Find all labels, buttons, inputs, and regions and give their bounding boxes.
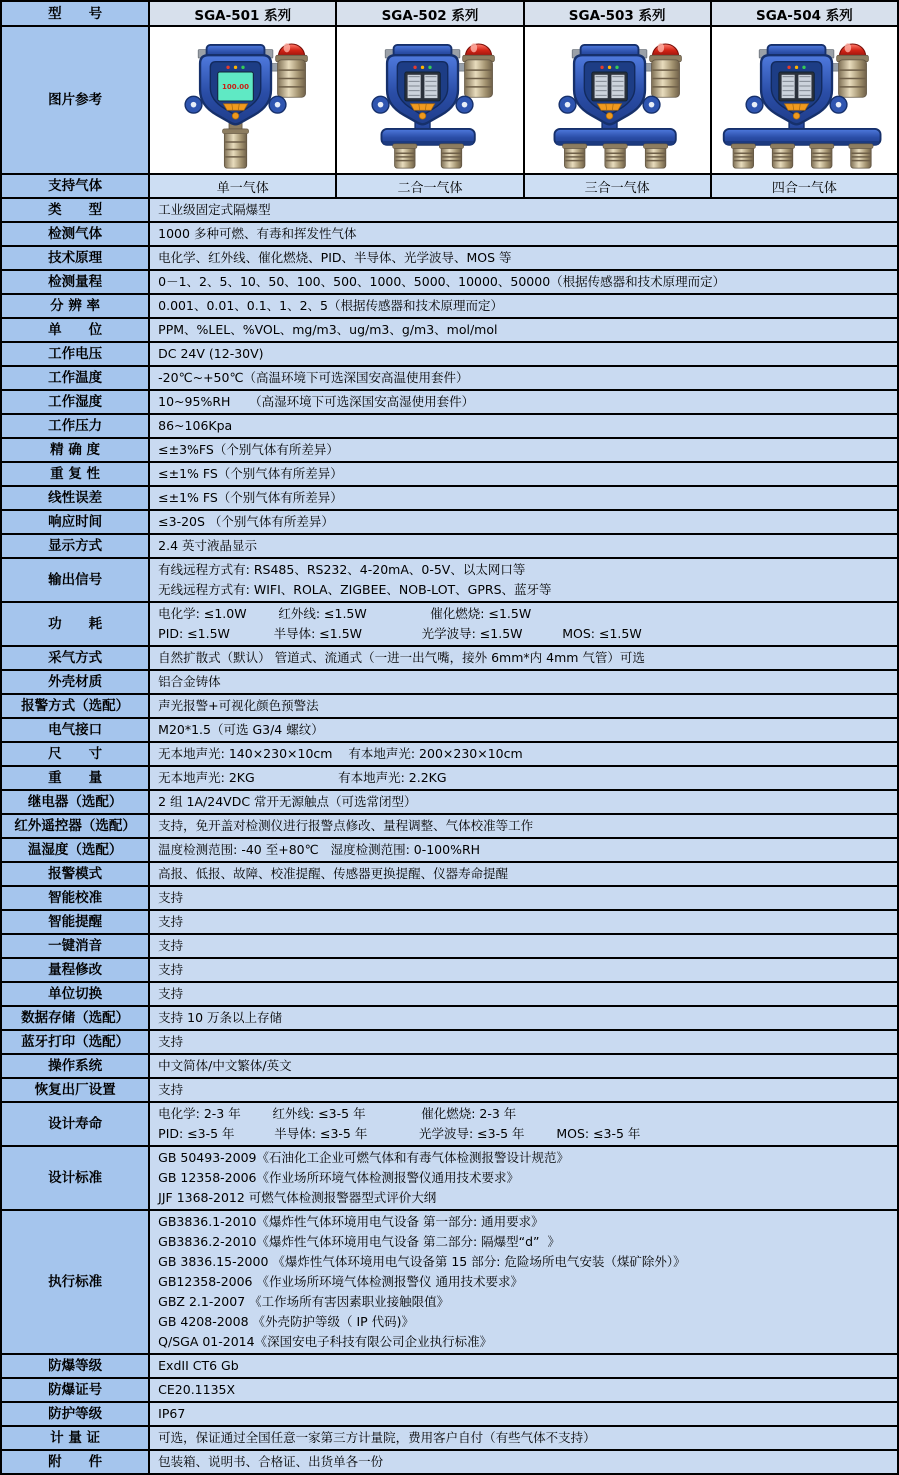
device-cell-sga-502 [336,26,523,174]
value-line: 无本地声光: 140×230×10cm 有本地声光: 200×230×10cm [158,746,523,761]
value-line: CE20.1135X [158,1382,236,1397]
row-value-work-pressure [149,414,898,438]
row-label-weight: 重 量 [1,766,149,790]
spec-row-design-standard [1,1146,898,1210]
value-line: 声光报警+可视化颜色预警法 [158,698,319,713]
spec-row-one-key-mute [1,934,898,958]
row-value-temp-humidity-optional [149,838,898,862]
row-value-relay-optional [149,790,898,814]
value-line: 86~106Kpa [158,418,233,433]
row-value-smart-calibration [149,886,898,910]
row-value-accuracy [149,438,898,462]
row-value-display [149,534,898,558]
value-line: GB 12358-2006《作业场所环境气体检测报警仪通用技术要求》 [158,1170,519,1185]
value-line: 支持，免开盖对检测仪进行报警点修改、量程调整、气体校准等工作 [158,818,534,833]
value-line: 可选，保证通过全国任意一家第三方计量院，费用客户自付（有些气体不支持） [158,1430,596,1445]
value-line: 中文简体/中文繁体/英文 [158,1058,292,1073]
row-value-tech-principle [149,246,898,270]
spec-row-detect-gas [1,222,898,246]
model-name-1: SGA-501 系列 [149,1,336,26]
value-line: 电化学: ≤1.0W 红外线: ≤1.5W 催化燃烧: ≤1.5W [158,606,532,621]
row-label-accessories: 附 件 [1,1450,149,1474]
spec-row-sampling [1,646,898,670]
spec-row-execution-standard [1,1210,898,1354]
row-label-type: 类 型 [1,198,149,222]
row-label-electrical-interface: 电气接口 [1,718,149,742]
spec-row-alarm-method-optional [1,694,898,718]
value-line: 自然扩散式（默认） 管道式、流通式（一进一出气嘴，接外 6mm*内 4mm 气管）可选 [158,650,645,665]
row-label-relay-optional: 继电器（选配） [1,790,149,814]
row-label-accuracy: 精 确 度 [1,438,149,462]
value-line: GB3836.1-2010《爆炸性气体环境用电气设备 第一部分: 通用要求》 [158,1214,544,1229]
value-line: DC 24V (12-30V) [158,346,264,361]
row-label-output-signal: 输出信号 [1,558,149,602]
value-line: 工业级固定式隔爆型 [158,202,271,217]
row-label-work-humidity: 工作湿度 [1,390,149,414]
row-value-one-key-mute [149,934,898,958]
row-label-one-key-mute: 一键消音 [1,934,149,958]
model-name-4: SGA-504 系列 [711,1,898,26]
row-label-alarm-method-optional: 报警方式（选配） [1,694,149,718]
value-line: PID: ≤3-5 年 半导体: ≤3-5 年 光学波导: ≤3-5 年 MOS: ≤3-5 年 [158,1126,641,1141]
value-line: -20℃~+50℃（高温环境下可选深国安高温使用套件） [158,370,469,385]
value-line: GB 50493-2009《石油化工企业可燃气体和有毒气体检测报警设计规范》 [158,1150,569,1165]
row-label-voltage: 工作电压 [1,342,149,366]
value-line: 铝合金铸体 [158,674,221,689]
spec-row-bluetooth-print-optional [1,1030,898,1054]
device-cell-sga-503 [524,26,711,174]
value-line: IP67 [158,1406,186,1421]
spec-row-weight [1,766,898,790]
spec-row-data-storage-optional [1,1006,898,1030]
value-line: M20*1.5（可选 G3/4 螺纹） [158,722,324,737]
value-line: 2.4 英寸液晶显示 [158,538,258,553]
spec-row-explosion-class [1,1354,898,1378]
row-label-range-modify: 量程修改 [1,958,149,982]
row-value-explosion-cert [149,1378,898,1402]
row-value-protection-class [149,1402,898,1426]
value-line: ≤3-20S （个别气体有所差异） [158,514,334,529]
row-label-unit: 单 位 [1,318,149,342]
row-value-resolution [149,294,898,318]
row-label-dimensions: 尺 寸 [1,742,149,766]
spec-row-unit-switch [1,982,898,1006]
spec-row-metrology-cert [1,1426,898,1450]
supported-gas-value-2: 二合一气体 [336,174,523,198]
supported-gas-row [1,174,898,198]
row-label-explosion-cert: 防爆证号 [1,1378,149,1402]
spec-row-electrical-interface [1,718,898,742]
row-value-electrical-interface [149,718,898,742]
value-line: 支持 [158,1034,184,1049]
row-value-smart-reminder [149,910,898,934]
value-line: GBZ 2.1-2007 《工作场所有害因素职业接触限值》 [158,1294,450,1309]
value-line: 支持 [158,962,184,977]
spec-row-voltage [1,342,898,366]
supported-gas-value-1: 单一气体 [149,174,336,198]
row-value-alarm-modes [149,862,898,886]
row-label-explosion-class: 防爆等级 [1,1354,149,1378]
row-label-bluetooth-print-optional: 蓝牙打印（选配） [1,1030,149,1054]
row-value-accessories [149,1450,898,1474]
row-value-output-signal [149,558,898,602]
value-line: 支持 [158,986,184,1001]
row-label-supported-gas: 支持气体 [1,174,149,198]
row-label-repeatability: 重 复 性 [1,462,149,486]
row-value-ir-remote-optional [149,814,898,838]
row-value-data-storage-optional [149,1006,898,1030]
value-line: 无本地声光: 2KG 有本地声光: 2.2KG [158,770,447,785]
spec-row-smart-reminder [1,910,898,934]
model-header-row [1,1,898,26]
spec-row-factory-reset [1,1078,898,1102]
spec-row-accessories [1,1450,898,1474]
row-label-design-life: 设计寿命 [1,1102,149,1146]
model-name-3: SGA-503 系列 [524,1,711,26]
row-label-protection-class: 防护等级 [1,1402,149,1426]
value-line: ≤±1% FS（个别气体有所差异） [158,490,343,505]
value-line: ExdII CT6 Gb [158,1358,239,1373]
row-value-design-standard [149,1146,898,1210]
spec-row-accuracy [1,438,898,462]
value-line: 无线远程方式有: WIFI、ROLA、ZIGBEE、NOB-LOT、GPRS、蓝牙等 [158,582,552,597]
value-line: 支持 [158,914,184,929]
spec-row-unit [1,318,898,342]
row-value-repeatability [149,462,898,486]
row-label-work-pressure: 工作压力 [1,414,149,438]
row-value-range-modify [149,958,898,982]
row-label-smart-calibration: 智能校准 [1,886,149,910]
supported-gas-value-3: 三合一气体 [524,174,711,198]
device-image-sga-502 [342,30,518,170]
value-line: 电化学: 2-3 年 红外线: ≤3-5 年 催化燃烧: 2-3 年 [158,1106,517,1121]
spec-row-work-pressure [1,414,898,438]
row-label-factory-reset: 恢复出厂设置 [1,1078,149,1102]
spec-row-linearity [1,486,898,510]
spec-row-design-life [1,1102,898,1146]
row-label-tech-principle: 技术原理 [1,246,149,270]
row-value-housing [149,670,898,694]
value-line: GB12358-2006 《作业场所环境气体检测报警仪 通用技术要求》 [158,1274,523,1289]
row-label-power-consumption: 功 耗 [1,602,149,646]
row-value-voltage [149,342,898,366]
row-value-unit-switch [149,982,898,1006]
value-line: 高报、低报、故障、校准提醒、传感器更换提醒、仪器寿命提醒 [158,866,509,881]
row-value-unit [149,318,898,342]
row-value-range [149,270,898,294]
device-image-sga-503 [529,30,705,170]
row-label-model: 型 号 [1,1,149,26]
spec-row-protection-class [1,1402,898,1426]
value-line: ≤±3%FS（个别气体有所差异） [158,442,339,457]
row-label-unit-switch: 单位切换 [1,982,149,1006]
row-value-type [149,198,898,222]
value-line: 0.001、0.01、0.1、1、2、5（根据传感器和技术原理而定） [158,298,504,313]
row-label-os: 操作系统 [1,1054,149,1078]
spec-row-tech-principle [1,246,898,270]
value-line: 1000 多种可燃、有毒和挥发性气体 [158,226,357,241]
row-value-explosion-class [149,1354,898,1378]
spec-row-os [1,1054,898,1078]
value-line: GB 3836.15-2000 《爆炸性气体环境用电气设备第 15 部分: 危险场所电气安装（煤矿除外）》 [158,1254,686,1269]
spec-row-relay-optional [1,790,898,814]
value-line: GB 4208-2008 《外壳防护等级（ IP 代码)》 [158,1314,415,1329]
row-value-metrology-cert [149,1426,898,1450]
value-line: 0－1、2、5、10、50、100、500、1000、5000、10000、50000（根据传感器和技术原理而定） [158,274,726,289]
image-reference-row [1,26,898,174]
value-line: 2 组 1A/24VDC 常开无源触点（可选常闭型） [158,794,417,809]
row-value-design-life [149,1102,898,1146]
device-image-sga-504 [716,30,892,170]
row-label-image-reference: 图片参考 [1,26,149,174]
device-cell-sga-504 [711,26,898,174]
row-value-linearity [149,486,898,510]
spec-row-response-time [1,510,898,534]
spec-row-display [1,534,898,558]
value-line: JJF 1368-2012 可燃气体检测报警器型式评价大纲 [158,1190,437,1205]
spec-row-resolution [1,294,898,318]
row-label-range: 检测量程 [1,270,149,294]
row-label-work-temp: 工作温度 [1,366,149,390]
row-value-alarm-method-optional [149,694,898,718]
row-value-execution-standard [149,1210,898,1354]
row-label-alarm-modes: 报警模式 [1,862,149,886]
spec-row-explosion-cert [1,1378,898,1402]
value-line: 有线远程方式有: RS485、RS232、4-20mA、0-5V、以太网口等 [158,562,526,577]
value-line: 10~95%RH （高湿环境下可选深国安高湿使用套件） [158,394,475,409]
spec-row-dimensions [1,742,898,766]
spec-row-ir-remote-optional [1,814,898,838]
row-label-housing: 外壳材质 [1,670,149,694]
spec-row-output-signal [1,558,898,602]
row-label-execution-standard: 执行标准 [1,1210,149,1354]
value-line: PPM、%LEL、%VOL、mg/m3、ug/m3、g/m3、mol/mol [158,322,498,337]
row-value-work-humidity [149,390,898,414]
value-line: 支持 [158,938,184,953]
row-label-ir-remote-optional: 红外遥控器（选配） [1,814,149,838]
value-line: PID: ≤1.5W 半导体: ≤1.5W 光学波导: ≤1.5W MOS: ≤1.5W [158,626,642,641]
row-value-work-temp [149,366,898,390]
value-line: 包装箱、说明书、合格证、出货单各一份 [158,1454,384,1469]
value-line: 电化学、红外线、催化燃烧、PID、半导体、光学波导、MOS 等 [158,250,512,265]
row-label-display: 显示方式 [1,534,149,558]
row-label-metrology-cert: 计 量 证 [1,1426,149,1450]
value-line: Q/SGA 01-2014《深国安电子科技有限公司企业执行标准》 [158,1334,493,1349]
row-label-response-time: 响应时间 [1,510,149,534]
row-label-detect-gas: 检测气体 [1,222,149,246]
value-line: 支持 10 万条以上存储 [158,1010,283,1025]
row-value-dimensions [149,742,898,766]
row-value-factory-reset [149,1078,898,1102]
model-name-2: SGA-502 系列 [336,1,523,26]
spec-row-repeatability [1,462,898,486]
spec-row-range [1,270,898,294]
device-image-sga-501 [155,30,331,170]
value-line: ≤±1% FS（个别气体有所差异） [158,466,343,481]
row-value-response-time [149,510,898,534]
spec-row-power-consumption [1,602,898,646]
row-value-bluetooth-print-optional [149,1030,898,1054]
value-line: GB3836.2-2010《爆炸性气体环境用电气设备 第二部分: 隔爆型“d” 》 [158,1234,560,1249]
spec-row-alarm-modes [1,862,898,886]
spec-row-housing [1,670,898,694]
row-value-weight [149,766,898,790]
row-label-smart-reminder: 智能提醒 [1,910,149,934]
row-label-resolution: 分 辨 率 [1,294,149,318]
spec-row-work-temp [1,366,898,390]
row-value-sampling [149,646,898,670]
value-line: 支持 [158,890,184,905]
spec-row-type [1,198,898,222]
spec-row-temp-humidity-optional [1,838,898,862]
value-line: 温度检测范围: -40 至+80℃ 湿度检测范围: 0-100%RH [158,842,481,857]
row-label-temp-humidity-optional: 温湿度（选配） [1,838,149,862]
spec-row-range-modify [1,958,898,982]
spec-row-work-humidity [1,390,898,414]
row-value-os [149,1054,898,1078]
value-line: 支持 [158,1082,184,1097]
svg-text:100.00: 100.00 [221,82,249,91]
row-label-linearity: 线性误差 [1,486,149,510]
row-value-detect-gas [149,222,898,246]
row-label-design-standard: 设计标准 [1,1146,149,1210]
spec-row-smart-calibration [1,886,898,910]
supported-gas-value-4: 四合一气体 [711,174,898,198]
row-label-sampling: 采气方式 [1,646,149,670]
device-cell-sga-501 [149,26,336,174]
row-value-power-consumption [149,602,898,646]
row-label-data-storage-optional: 数据存储（选配） [1,1006,149,1030]
